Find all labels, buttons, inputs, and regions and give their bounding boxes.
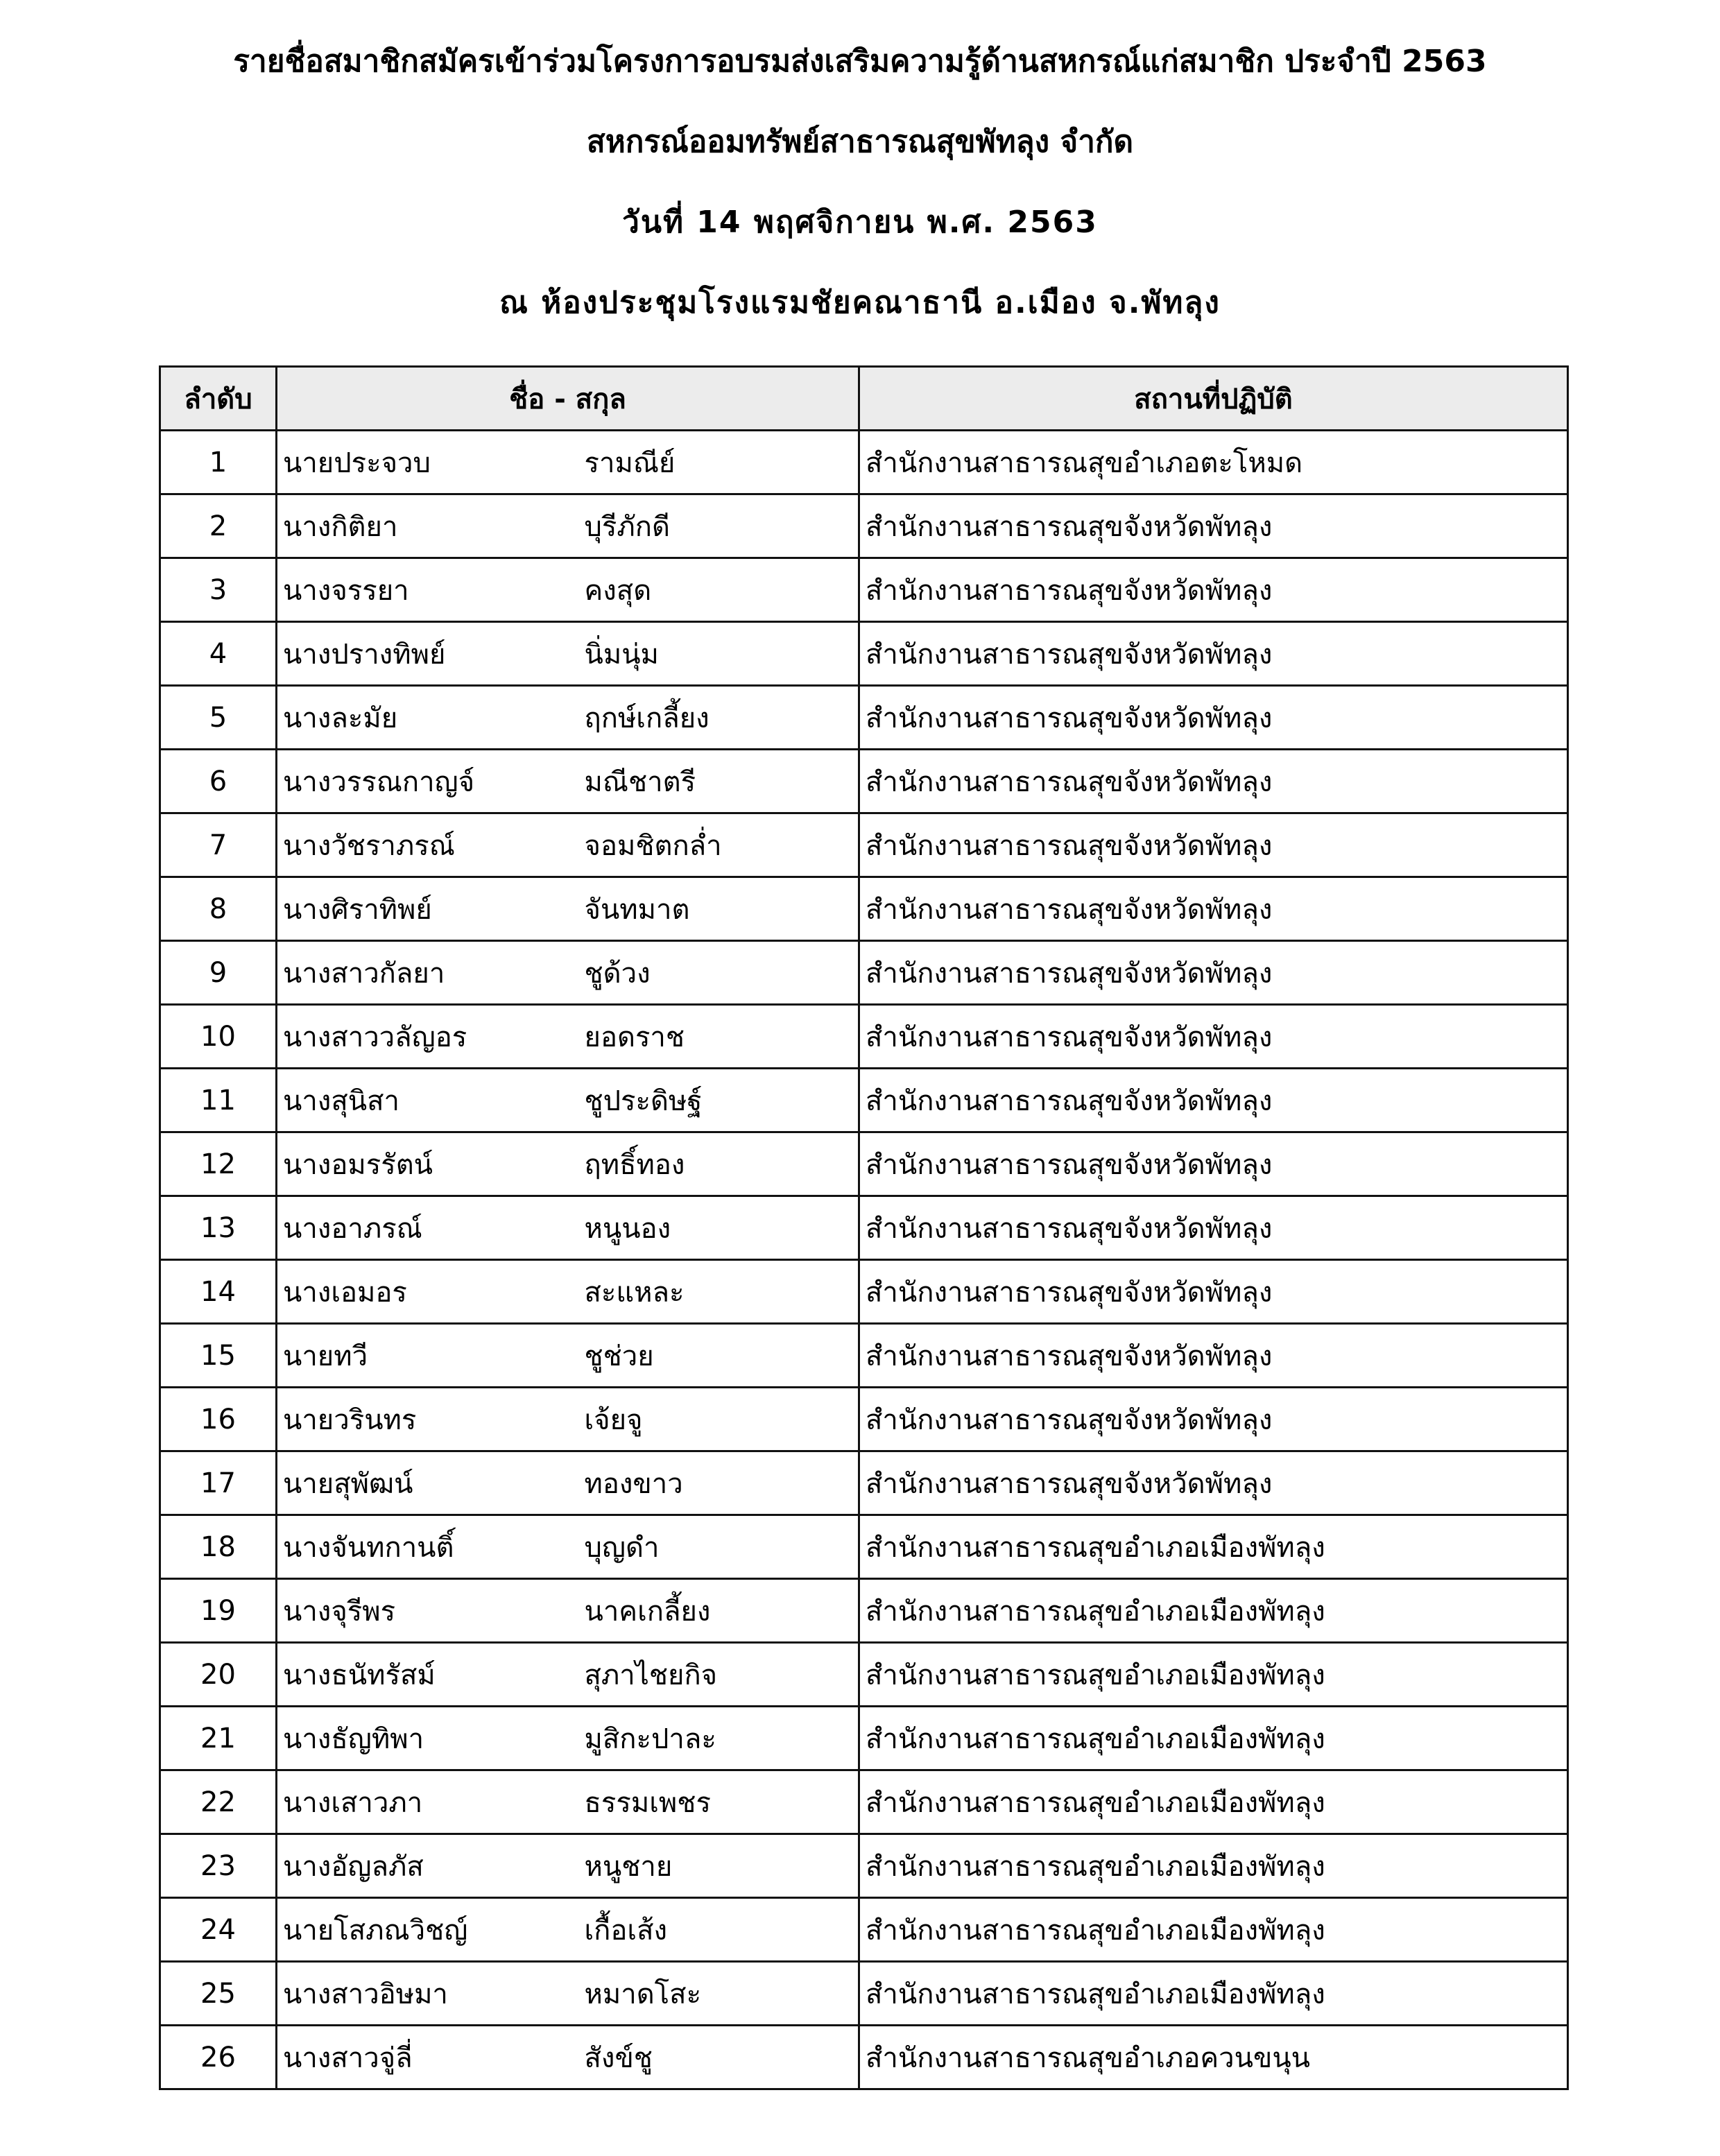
first-name: นางอมรรัตน์ bbox=[277, 1132, 575, 1196]
workplace: สำนักงานสาธารณสุขจังหวัดพัทลุง bbox=[859, 1005, 1568, 1069]
last-name: ฤทธิ์ทอง bbox=[575, 1132, 859, 1196]
table-row bbox=[160, 1324, 1568, 1388]
workplace: สำนักงานสาธารณสุขอำเภอเมืองพัทลุง bbox=[859, 1515, 1568, 1579]
row-number: 11 bbox=[160, 1069, 277, 1132]
first-name: นางสาวกัลยา bbox=[277, 941, 575, 1005]
workplace: สำนักงานสาธารณสุขจังหวัดพัทลุง bbox=[859, 750, 1568, 813]
last-name: รามณีย์ bbox=[575, 431, 859, 494]
header-no: ลำดับ bbox=[160, 367, 277, 431]
workplace: สำนักงานสาธารณสุขอำเภอเมืองพัทลุง bbox=[859, 1770, 1568, 1834]
last-name: ทองขาว bbox=[575, 1451, 859, 1515]
table-row bbox=[160, 750, 1568, 813]
table-row bbox=[160, 1005, 1568, 1069]
workplace: สำนักงานสาธารณสุขอำเภอตะโหมด bbox=[859, 431, 1568, 494]
first-name: นางวรรณกาญจ์ bbox=[277, 750, 575, 813]
table-row bbox=[160, 2026, 1568, 2089]
first-name: นายโสภณวิชญ์ bbox=[277, 1898, 575, 1962]
table-row bbox=[160, 1834, 1568, 1898]
table-row bbox=[160, 1962, 1568, 2026]
member-table bbox=[159, 365, 1569, 2090]
workplace: สำนักงานสาธารณสุขจังหวัดพัทลุง bbox=[859, 558, 1568, 622]
first-name: นางอัญลภัส bbox=[277, 1834, 575, 1898]
workplace: สำนักงานสาธารณสุขจังหวัดพัทลุง bbox=[859, 686, 1568, 750]
header-name: ชื่อ - สกุล bbox=[277, 367, 859, 431]
last-name: ชูประดิษฐ์ bbox=[575, 1069, 859, 1132]
first-name: นางสาววลัญอร bbox=[277, 1005, 575, 1069]
first-name: นางสาวอิษมา bbox=[277, 1962, 575, 2026]
table-row bbox=[160, 941, 1568, 1005]
last-name: หนูชาย bbox=[575, 1834, 859, 1898]
first-name: นางอาภรณ์ bbox=[277, 1196, 575, 1260]
first-name: นางศิราทิพย์ bbox=[277, 877, 575, 941]
first-name: นางวัชราภรณ์ bbox=[277, 813, 575, 877]
table-row bbox=[160, 1388, 1568, 1451]
first-name: นางสาวจู่ลี่ bbox=[277, 2026, 575, 2089]
table-row bbox=[160, 1643, 1568, 1707]
table-row bbox=[160, 622, 1568, 686]
workplace: สำนักงานสาธารณสุขจังหวัดพัทลุง bbox=[859, 941, 1568, 1005]
first-name: นายประจวบ bbox=[277, 431, 575, 494]
last-name: นาคเกลี้ยง bbox=[575, 1579, 859, 1643]
first-name: นางธนัทรัสม์ bbox=[277, 1643, 575, 1707]
first-name: นายสุพัฒน์ bbox=[277, 1451, 575, 1515]
table-row bbox=[160, 1260, 1568, 1324]
table-row bbox=[160, 558, 1568, 622]
row-number: 17 bbox=[160, 1451, 277, 1515]
workplace: สำนักงานสาธารณสุขจังหวัดพัทลุง bbox=[859, 1324, 1568, 1388]
workplace: สำนักงานสาธารณสุขอำเภอเมืองพัทลุง bbox=[859, 1834, 1568, 1898]
first-name: นางกิติยา bbox=[277, 494, 575, 558]
first-name: นายวรินทร bbox=[277, 1388, 575, 1451]
last-name: สังข์ชู bbox=[575, 2026, 859, 2089]
workplace: สำนักงานสาธารณสุขจังหวัดพัทลุง bbox=[859, 1069, 1568, 1132]
row-number: 3 bbox=[160, 558, 277, 622]
row-number: 10 bbox=[160, 1005, 277, 1069]
row-number: 18 bbox=[160, 1515, 277, 1579]
last-name: หนูนอง bbox=[575, 1196, 859, 1260]
last-name: เจ้ยจู bbox=[575, 1388, 859, 1451]
row-number: 23 bbox=[160, 1834, 277, 1898]
first-name: นางละมัย bbox=[277, 686, 575, 750]
row-number: 6 bbox=[160, 750, 277, 813]
row-number: 9 bbox=[160, 941, 277, 1005]
last-name: นิ่มนุ่ม bbox=[575, 622, 859, 686]
row-number: 2 bbox=[160, 494, 277, 558]
document-header bbox=[0, 42, 1720, 363]
first-name: นางเอมอร bbox=[277, 1260, 575, 1324]
last-name: ฤกษ์เกลี้ยง bbox=[575, 686, 859, 750]
workplace: สำนักงานสาธารณสุขจังหวัดพัทลุง bbox=[859, 1260, 1568, 1324]
row-number: 13 bbox=[160, 1196, 277, 1260]
last-name: จันทมาต bbox=[575, 877, 859, 941]
table-row bbox=[160, 686, 1568, 750]
row-number: 26 bbox=[160, 2026, 277, 2089]
row-number: 21 bbox=[160, 1707, 277, 1770]
table-header-row bbox=[160, 367, 1568, 431]
last-name: เกื้อเส้ง bbox=[575, 1898, 859, 1962]
table-row bbox=[160, 1515, 1568, 1579]
document-title: รายชื่อสมาชิกสมัครเข้าร่วมโครงการอบรมส่งเสริมความรู้ด้านสหกรณ์แก่สมาชิก ประจำปี 2563 bbox=[233, 44, 1487, 79]
row-number: 20 bbox=[160, 1643, 277, 1707]
row-number: 15 bbox=[160, 1324, 277, 1388]
workplace: สำนักงานสาธารณสุขอำเภอควนขนุน bbox=[859, 2026, 1568, 2089]
row-number: 19 bbox=[160, 1579, 277, 1643]
last-name: จอมชิตกล่ำ bbox=[575, 813, 859, 877]
last-name: สะแหละ bbox=[575, 1260, 859, 1324]
event-date: วันที่ 14 พฤศจิกายน พ.ศ. 2563 bbox=[622, 205, 1098, 240]
row-number: 22 bbox=[160, 1770, 277, 1834]
workplace: สำนักงานสาธารณสุขอำเภอเมืองพัทลุง bbox=[859, 1643, 1568, 1707]
organization-name: สหกรณ์ออมทรัพย์สาธารณสุขพัทลุง จำกัด bbox=[586, 124, 1134, 159]
workplace: สำนักงานสาธารณสุขอำเภอเมืองพัทลุง bbox=[859, 1962, 1568, 2026]
last-name: ยอดราช bbox=[575, 1005, 859, 1069]
last-name: หมาดโสะ bbox=[575, 1962, 859, 2026]
row-number: 4 bbox=[160, 622, 277, 686]
row-number: 12 bbox=[160, 1132, 277, 1196]
row-number: 8 bbox=[160, 877, 277, 941]
row-number: 5 bbox=[160, 686, 277, 750]
row-number: 14 bbox=[160, 1260, 277, 1324]
table-row bbox=[160, 1707, 1568, 1770]
workplace: สำนักงานสาธารณสุขอำเภอเมืองพัทลุง bbox=[859, 1707, 1568, 1770]
workplace: สำนักงานสาธารณสุขจังหวัดพัทลุง bbox=[859, 1132, 1568, 1196]
workplace: สำนักงานสาธารณสุขจังหวัดพัทลุง bbox=[859, 494, 1568, 558]
table-row bbox=[160, 431, 1568, 494]
first-name: นางเสาวภา bbox=[277, 1770, 575, 1834]
workplace: สำนักงานสาธารณสุขจังหวัดพัทลุง bbox=[859, 1196, 1568, 1260]
table-row bbox=[160, 1898, 1568, 1962]
first-name: นางจันทกานติ์ bbox=[277, 1515, 575, 1579]
workplace: สำนักงานสาธารณสุขจังหวัดพัทลุง bbox=[859, 813, 1568, 877]
first-name: นางธัญทิพา bbox=[277, 1707, 575, 1770]
workplace: สำนักงานสาธารณสุขอำเภอเมืองพัทลุง bbox=[859, 1579, 1568, 1643]
workplace: สำนักงานสาธารณสุขจังหวัดพัทลุง bbox=[859, 1451, 1568, 1515]
workplace: สำนักงานสาธารณสุขจังหวัดพัทลุง bbox=[859, 877, 1568, 941]
last-name: มณีชาตรี bbox=[575, 750, 859, 813]
last-name: บุรีภักดี bbox=[575, 494, 859, 558]
first-name: นายทวี bbox=[277, 1324, 575, 1388]
last-name: ธรรมเพชร bbox=[575, 1770, 859, 1834]
header-workplace: สถานที่ปฏิบัติ bbox=[859, 367, 1568, 431]
table-row bbox=[160, 1451, 1568, 1515]
table-row bbox=[160, 877, 1568, 941]
table-row bbox=[160, 1770, 1568, 1834]
row-number: 16 bbox=[160, 1388, 277, 1451]
first-name: นางจรรยา bbox=[277, 558, 575, 622]
row-number: 1 bbox=[160, 431, 277, 494]
workplace: สำนักงานสาธารณสุขจังหวัดพัทลุง bbox=[859, 1388, 1568, 1451]
last-name: มูสิกะปาละ bbox=[575, 1707, 859, 1770]
last-name: บุญดำ bbox=[575, 1515, 859, 1579]
workplace: สำนักงานสาธารณสุขจังหวัดพัทลุง bbox=[859, 622, 1568, 686]
row-number: 25 bbox=[160, 1962, 277, 2026]
last-name: ชูด้วง bbox=[575, 941, 859, 1005]
row-number: 7 bbox=[160, 813, 277, 877]
table-row bbox=[160, 1132, 1568, 1196]
table-row bbox=[160, 1196, 1568, 1260]
first-name: นางจุรีพร bbox=[277, 1579, 575, 1643]
row-number: 24 bbox=[160, 1898, 277, 1962]
table-row bbox=[160, 494, 1568, 558]
first-name: นางปรางทิพย์ bbox=[277, 622, 575, 686]
last-name: ชูช่วย bbox=[575, 1324, 859, 1388]
event-venue: ณ ห้องประชุมโรงแรมชัยคณาธานี อ.เมือง จ.พัทลุง bbox=[499, 285, 1221, 320]
workplace: สำนักงานสาธารณสุขอำเภอเมืองพัทลุง bbox=[859, 1898, 1568, 1962]
last-name: สุภาไชยกิจ bbox=[575, 1643, 859, 1707]
last-name: คงสุด bbox=[575, 558, 859, 622]
table-row bbox=[160, 1069, 1568, 1132]
first-name: นางสุนิสา bbox=[277, 1069, 575, 1132]
table-row bbox=[160, 1579, 1568, 1643]
table-row bbox=[160, 813, 1568, 877]
